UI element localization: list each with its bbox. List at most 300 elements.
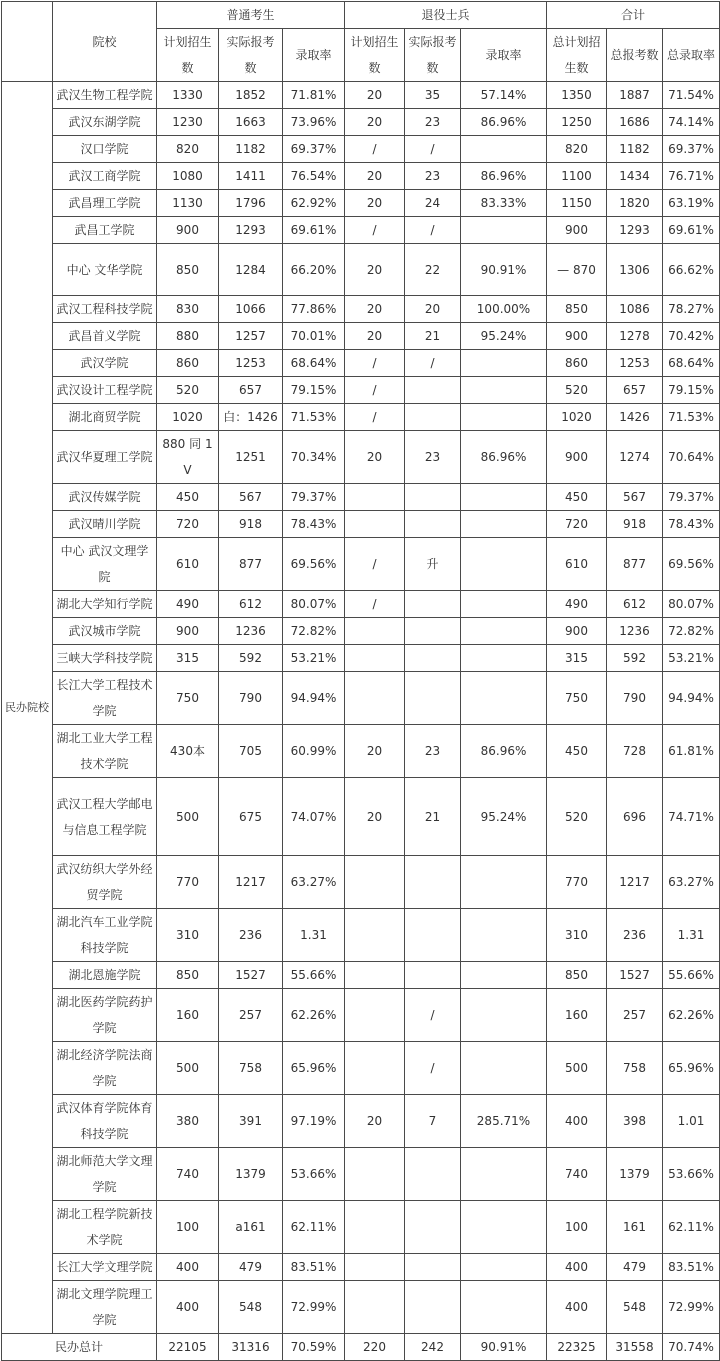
data-cell: 86.96% <box>461 163 547 190</box>
data-cell <box>405 377 461 404</box>
data-cell: 69.61% <box>283 217 345 244</box>
table-row <box>2 856 720 909</box>
data-cell: 1236 <box>219 618 283 645</box>
data-cell: 830 <box>157 296 219 323</box>
table-row <box>2 350 720 377</box>
data-cell: 70.01% <box>283 323 345 350</box>
data-cell: 1257 <box>219 323 283 350</box>
school-name-cell: 武汉华夏理工学院 <box>53 431 157 484</box>
data-cell: 860 <box>157 350 219 377</box>
data-cell: / <box>345 136 405 163</box>
data-cell: 315 <box>547 645 607 672</box>
data-cell: 758 <box>219 1042 283 1095</box>
data-cell: 72.82% <box>283 618 345 645</box>
summary-cell: 31316 <box>219 1334 283 1361</box>
data-cell: 479 <box>607 1254 663 1281</box>
data-cell: 450 <box>547 725 607 778</box>
data-cell: 79.15% <box>283 377 345 404</box>
data-cell: 236 <box>219 909 283 962</box>
data-cell: 1852 <box>219 82 283 109</box>
data-cell: 1278 <box>607 323 663 350</box>
data-cell <box>461 1281 547 1334</box>
data-cell: 62.11% <box>663 1201 720 1254</box>
data-cell: 1150 <box>547 190 607 217</box>
summary-cell: 242 <box>405 1334 461 1361</box>
data-cell: 548 <box>607 1281 663 1334</box>
data-cell: 1253 <box>607 350 663 377</box>
data-cell: 83.51% <box>663 1254 720 1281</box>
data-cell: 900 <box>547 431 607 484</box>
data-cell: 62.26% <box>663 989 720 1042</box>
data-cell: 790 <box>607 672 663 725</box>
school-name-cell: 武汉传媒学院 <box>53 484 157 511</box>
table-row <box>2 1281 720 1334</box>
data-cell: 79.37% <box>283 484 345 511</box>
table-row <box>2 1095 720 1148</box>
data-cell: 53.21% <box>663 645 720 672</box>
data-cell: 86.96% <box>461 431 547 484</box>
school-name-cell: 武昌工学院 <box>53 217 157 244</box>
school-name-cell: 湖北工程学院新技术学院 <box>53 1201 157 1254</box>
school-name-cell: 武汉晴川学院 <box>53 511 157 538</box>
data-cell: 79.15% <box>663 377 720 404</box>
data-cell: 770 <box>547 856 607 909</box>
summary-cell: 22325 <box>547 1334 607 1361</box>
data-cell: 398 <box>607 1095 663 1148</box>
school-name-cell: 三峡大学科技学院 <box>53 645 157 672</box>
data-cell: 1796 <box>219 190 283 217</box>
data-cell: 86.96% <box>461 109 547 136</box>
data-cell: 20 <box>345 190 405 217</box>
data-cell: 94.94% <box>663 672 720 725</box>
data-cell: 675 <box>219 778 283 856</box>
data-cell: 95.24% <box>461 778 547 856</box>
school-name-cell: 武汉工商学院 <box>53 163 157 190</box>
school-name-cell: 湖北医药学院药护学院 <box>53 989 157 1042</box>
school-name-cell: 武汉学院 <box>53 350 157 377</box>
data-cell: 94.94% <box>283 672 345 725</box>
school-name-cell: 湖北工业大学工程技术学院 <box>53 725 157 778</box>
data-cell: 97.19% <box>283 1095 345 1148</box>
data-cell <box>405 856 461 909</box>
data-cell: 500 <box>157 1042 219 1095</box>
data-cell: 500 <box>157 778 219 856</box>
data-cell: 20 <box>345 1095 405 1148</box>
data-cell <box>345 856 405 909</box>
data-cell: 65.96% <box>283 1042 345 1095</box>
data-cell <box>405 1201 461 1254</box>
data-cell: — 870 <box>547 244 607 296</box>
data-cell: 71.81% <box>283 82 345 109</box>
school-name-cell: 湖北师范大学文理学院 <box>53 1148 157 1201</box>
data-cell: 79.37% <box>663 484 720 511</box>
data-cell: 750 <box>547 672 607 725</box>
data-cell: 900 <box>157 618 219 645</box>
data-cell: 66.20% <box>283 244 345 296</box>
data-cell: 1020 <box>157 404 219 431</box>
data-cell: 657 <box>607 377 663 404</box>
data-cell: 100.00% <box>461 296 547 323</box>
data-cell: 1020 <box>547 404 607 431</box>
data-cell: 1230 <box>157 109 219 136</box>
data-cell: 257 <box>219 989 283 1042</box>
table-row <box>2 591 720 618</box>
data-cell: 78.27% <box>663 296 720 323</box>
data-cell <box>345 484 405 511</box>
data-cell <box>405 484 461 511</box>
summary-row <box>2 1334 720 1361</box>
data-cell: 23 <box>405 431 461 484</box>
data-cell: 918 <box>607 511 663 538</box>
data-cell: 315 <box>157 645 219 672</box>
data-cell: 20 <box>345 323 405 350</box>
data-cell: 1217 <box>219 856 283 909</box>
table-row <box>2 538 720 591</box>
data-cell: 7 <box>405 1095 461 1148</box>
data-cell <box>461 538 547 591</box>
table-row <box>2 109 720 136</box>
data-cell: 850 <box>547 296 607 323</box>
data-cell: 850 <box>157 962 219 989</box>
data-cell: / <box>405 217 461 244</box>
data-cell: 70.34% <box>283 431 345 484</box>
data-cell <box>461 1201 547 1254</box>
data-cell: 880 <box>157 323 219 350</box>
data-cell: / <box>345 404 405 431</box>
data-cell: 100 <box>547 1201 607 1254</box>
data-cell: 728 <box>607 725 663 778</box>
data-cell: 160 <box>157 989 219 1042</box>
data-cell: 55.66% <box>663 962 720 989</box>
school-name-cell: 武汉设计工程学院 <box>53 377 157 404</box>
table-row <box>2 163 720 190</box>
data-cell: 657 <box>219 377 283 404</box>
header-total-applied: 总报考数 <box>607 29 663 82</box>
table-row <box>2 778 720 856</box>
data-cell: 1887 <box>607 82 663 109</box>
data-cell: 80.07% <box>283 591 345 618</box>
data-cell: 35 <box>405 82 461 109</box>
data-cell: / <box>405 989 461 1042</box>
data-cell <box>461 1148 547 1201</box>
data-cell: 白：1426 <box>219 404 283 431</box>
data-cell <box>405 404 461 431</box>
data-cell: 74.71% <box>663 778 720 856</box>
school-name-cell: 长江大学文理学院 <box>53 1254 157 1281</box>
table-row <box>2 725 720 778</box>
data-cell <box>345 645 405 672</box>
data-cell: 86.96% <box>461 725 547 778</box>
data-cell: / <box>345 350 405 377</box>
summary-cell: 70.74% <box>663 1334 720 1361</box>
table-row <box>2 1042 720 1095</box>
data-cell: 160 <box>547 989 607 1042</box>
data-cell <box>461 136 547 163</box>
table-row <box>2 323 720 350</box>
table-row <box>2 962 720 989</box>
data-cell <box>405 1281 461 1334</box>
data-cell: 69.37% <box>663 136 720 163</box>
data-cell: 23 <box>405 109 461 136</box>
header-row-groups <box>2 2 720 29</box>
data-cell: 1066 <box>219 296 283 323</box>
data-cell: 74.07% <box>283 778 345 856</box>
data-cell: 1426 <box>607 404 663 431</box>
data-cell: 820 <box>547 136 607 163</box>
category-cell: 民办院校 <box>2 82 53 1334</box>
school-name-cell: 湖北文理学院理工学院 <box>53 1281 157 1334</box>
data-cell: 161 <box>607 1201 663 1254</box>
table-row <box>2 244 720 296</box>
header-regular-applied: 实际报考数 <box>219 29 283 82</box>
data-cell: 1086 <box>607 296 663 323</box>
data-cell: 53.66% <box>283 1148 345 1201</box>
data-cell: 70.42% <box>663 323 720 350</box>
table-row <box>2 82 720 109</box>
data-cell: 567 <box>219 484 283 511</box>
data-cell: 100 <box>157 1201 219 1254</box>
data-cell: / <box>405 1042 461 1095</box>
data-cell <box>345 672 405 725</box>
data-cell: 66.62% <box>663 244 720 296</box>
data-cell: 860 <box>547 350 607 377</box>
data-cell <box>461 856 547 909</box>
summary-cell: 70.59% <box>283 1334 345 1361</box>
data-cell: 285.71% <box>461 1095 547 1148</box>
data-cell: 490 <box>157 591 219 618</box>
header-veteran-plan: 计划招生数 <box>345 29 405 82</box>
data-cell: 1330 <box>157 82 219 109</box>
summary-cell: 31558 <box>607 1334 663 1361</box>
data-cell: 23 <box>405 163 461 190</box>
data-cell: 1379 <box>219 1148 283 1201</box>
data-cell <box>405 672 461 725</box>
data-cell: 62.92% <box>283 190 345 217</box>
data-cell: 1100 <box>547 163 607 190</box>
data-cell: 72.99% <box>663 1281 720 1334</box>
data-cell: 20 <box>345 82 405 109</box>
data-cell: 78.43% <box>283 511 345 538</box>
data-cell: 720 <box>157 511 219 538</box>
corner-cell <box>2 2 53 82</box>
data-cell: 918 <box>219 511 283 538</box>
data-cell <box>461 377 547 404</box>
school-name-cell: 武昌首义学院 <box>53 323 157 350</box>
data-cell: 57.14% <box>461 82 547 109</box>
data-cell: 73.96% <box>283 109 345 136</box>
data-cell: 850 <box>157 244 219 296</box>
header-group-veteran: 退役士兵 <box>345 2 547 29</box>
data-cell: 400 <box>547 1281 607 1334</box>
data-cell: 23 <box>405 725 461 778</box>
data-cell <box>461 962 547 989</box>
data-cell: 1293 <box>219 217 283 244</box>
data-cell: 72.99% <box>283 1281 345 1334</box>
school-name-cell: 湖北大学知行学院 <box>53 591 157 618</box>
data-cell: 900 <box>547 618 607 645</box>
data-cell: 1253 <box>219 350 283 377</box>
data-cell: 69.56% <box>283 538 345 591</box>
data-cell: 400 <box>547 1095 607 1148</box>
data-cell: 24 <box>405 190 461 217</box>
data-cell: 65.96% <box>663 1042 720 1095</box>
data-cell: 1379 <box>607 1148 663 1201</box>
data-cell: 20 <box>345 163 405 190</box>
school-name-cell: 中心 文华学院 <box>53 244 157 296</box>
data-cell: / <box>405 350 461 377</box>
table-row <box>2 190 720 217</box>
table-body <box>2 82 720 1361</box>
data-cell: 1250 <box>547 109 607 136</box>
data-cell: 770 <box>157 856 219 909</box>
data-cell: 63.27% <box>663 856 720 909</box>
school-name-cell: 武汉体育学院体育科技学院 <box>53 1095 157 1148</box>
data-cell: 400 <box>547 1254 607 1281</box>
header-veteran-rate: 录取率 <box>461 29 547 82</box>
table-row <box>2 136 720 163</box>
data-cell: 877 <box>219 538 283 591</box>
data-cell: 1306 <box>607 244 663 296</box>
summary-cell: 220 <box>345 1334 405 1361</box>
data-cell: 1663 <box>219 109 283 136</box>
data-cell: 1686 <box>607 109 663 136</box>
data-cell: 1251 <box>219 431 283 484</box>
data-cell <box>345 1281 405 1334</box>
school-name-cell: 武昌理工学院 <box>53 190 157 217</box>
school-name-cell: 武汉东湖学院 <box>53 109 157 136</box>
data-cell <box>345 989 405 1042</box>
data-cell: 1527 <box>219 962 283 989</box>
data-cell: 95.24% <box>461 323 547 350</box>
data-cell <box>345 618 405 645</box>
data-cell: 70.64% <box>663 431 720 484</box>
data-cell <box>461 1254 547 1281</box>
data-cell: 74.14% <box>663 109 720 136</box>
data-cell: 78.43% <box>663 511 720 538</box>
header-group-regular: 普通考生 <box>157 2 345 29</box>
school-name-cell: 湖北恩施学院 <box>53 962 157 989</box>
data-cell: / <box>405 136 461 163</box>
data-cell: 720 <box>547 511 607 538</box>
data-cell: 76.71% <box>663 163 720 190</box>
header-school: 院校 <box>53 2 157 82</box>
data-cell: 68.64% <box>283 350 345 377</box>
data-cell: 1284 <box>219 244 283 296</box>
data-cell: 1182 <box>219 136 283 163</box>
data-cell: 21 <box>405 323 461 350</box>
data-cell: 21 <box>405 778 461 856</box>
data-cell: 400 <box>157 1254 219 1281</box>
data-cell: 71.53% <box>283 404 345 431</box>
header-veteran-applied: 实际报考数 <box>405 29 461 82</box>
data-cell: 520 <box>547 778 607 856</box>
data-cell: / <box>345 591 405 618</box>
data-cell <box>461 645 547 672</box>
data-cell: 20 <box>345 244 405 296</box>
data-cell: 83.33% <box>461 190 547 217</box>
data-cell: 740 <box>157 1148 219 1201</box>
data-cell: 20 <box>345 778 405 856</box>
table-row <box>2 377 720 404</box>
summary-label: 民办总计 <box>2 1334 157 1361</box>
data-cell: 490 <box>547 591 607 618</box>
data-cell: 63.27% <box>283 856 345 909</box>
data-cell: 1293 <box>607 217 663 244</box>
data-cell: 升 <box>405 538 461 591</box>
data-cell: 430本 <box>157 725 219 778</box>
header-group-total: 合计 <box>547 2 720 29</box>
data-cell: / <box>345 217 405 244</box>
school-name-cell: 武汉纺织大学外经贸学院 <box>53 856 157 909</box>
data-cell: 820 <box>157 136 219 163</box>
table-row <box>2 404 720 431</box>
summary-cell: 90.91% <box>461 1334 547 1361</box>
data-cell: 750 <box>157 672 219 725</box>
data-cell <box>345 1148 405 1201</box>
data-cell <box>461 591 547 618</box>
data-cell <box>461 618 547 645</box>
data-cell <box>405 618 461 645</box>
data-cell: 567 <box>607 484 663 511</box>
data-cell: 90.91% <box>461 244 547 296</box>
table-row <box>2 645 720 672</box>
data-cell: 610 <box>547 538 607 591</box>
data-cell: 790 <box>219 672 283 725</box>
data-cell <box>345 962 405 989</box>
data-cell: 310 <box>547 909 607 962</box>
data-cell <box>345 511 405 538</box>
data-cell: 1182 <box>607 136 663 163</box>
data-cell: 72.82% <box>663 618 720 645</box>
data-cell <box>405 909 461 962</box>
data-cell: 83.51% <box>283 1254 345 1281</box>
data-cell: 520 <box>547 377 607 404</box>
school-name-cell: 湖北汽车工业学院科技学院 <box>53 909 157 962</box>
data-cell: 1.01 <box>663 1095 720 1148</box>
data-cell: 22 <box>405 244 461 296</box>
data-cell: 236 <box>607 909 663 962</box>
data-cell <box>345 1042 405 1095</box>
data-cell: 1.31 <box>663 909 720 962</box>
data-cell <box>461 511 547 538</box>
data-cell: 68.64% <box>663 350 720 377</box>
data-cell <box>461 484 547 511</box>
data-cell: 62.11% <box>283 1201 345 1254</box>
data-cell: 1.31 <box>283 909 345 962</box>
data-cell: 740 <box>547 1148 607 1201</box>
table-row <box>2 484 720 511</box>
data-cell: 400 <box>157 1281 219 1334</box>
data-cell: 696 <box>607 778 663 856</box>
data-cell: 20 <box>345 109 405 136</box>
data-cell: 71.53% <box>663 404 720 431</box>
data-cell: 1411 <box>219 163 283 190</box>
header-regular-plan: 计划招生数 <box>157 29 219 82</box>
data-cell: 71.54% <box>663 82 720 109</box>
data-cell: 1080 <box>157 163 219 190</box>
data-cell: 592 <box>219 645 283 672</box>
data-cell: 450 <box>157 484 219 511</box>
school-name-cell: 汉口学院 <box>53 136 157 163</box>
data-cell: 380 <box>157 1095 219 1148</box>
data-cell <box>461 1042 547 1095</box>
school-name-cell: 武汉生物工程学院 <box>53 82 157 109</box>
header-total-rate: 总录取率 <box>663 29 720 82</box>
data-cell <box>461 989 547 1042</box>
school-name-cell: 武汉工程科技学院 <box>53 296 157 323</box>
data-cell <box>461 350 547 377</box>
data-cell: 877 <box>607 538 663 591</box>
